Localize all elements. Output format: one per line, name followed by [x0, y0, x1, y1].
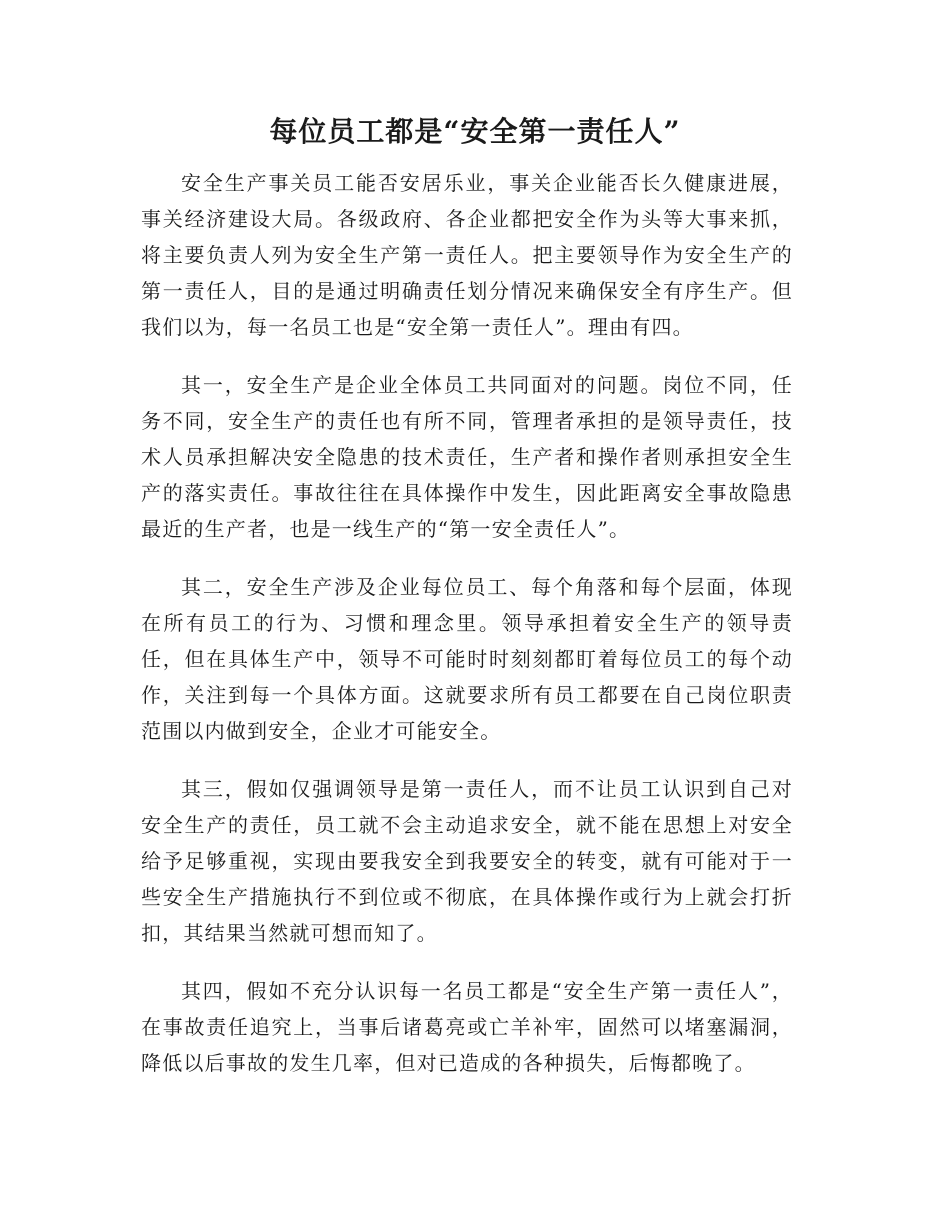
paragraph-intro: 安全生产事关员工能否安居乐业，事关企业能否长久健康进展，事关经济建设大局。各级政府、各企业都把安全作为头等大事来抓，将主要负责人列为安全生产第一责任人。把主要领导作为安全生产的第一责任人，目的是通过明确责任划分情况来确保安全有序生产。但我们以为，每一名员工也是“安全第一责任人”。理由有四。: [141, 171, 793, 339]
paragraph-reason-one: 其一，安全生产是企业全体员工共同面对的问题。岗位不同，任务不同，安全生产的责任也有所不同，管理者承担的是领导责任，技术人员承担解决安全隐患的技术责任，生产者和操作者则承担安全生产的落实责任。事故往往在具体操作中发生，因此距离安全事故隐患最近的生产者，也是一线生产的“第一安全责任人”。: [141, 373, 793, 541]
document-body: [141, 165, 793, 1103]
paragraph-reason-three: 其三，假如仅强调领导是第一责任人，而不让员工认识到自己对安全生产的责任，员工就不会主动追求安全，就不能在思想上对安全给予足够重视，实现由要我安全到我要安全的转变，就有可能对于一些安全生产措施执行不到位或不彻底，在具体操作或行为上就会打折扣，其结果当然就可想而知了。: [141, 777, 793, 945]
paragraph-reason-two: 其二，安全生产涉及企业每位员工、每个角落和每个层面，体现在所有员工的行为、习惯和理念里。领导承担着安全生产的领导责任，但在具体生产中，领导不可能时时刻刻都盯着每位员工的每个动作，关注到每一个具体方面。这就要求所有员工都要在自己岗位职责范围以内做到安全，企业才可能安全。: [141, 575, 793, 743]
document-title: 每位员工都是“安全第一责任人”: [269, 115, 681, 148]
paragraph-reason-four: 其四，假如不充分认识每一名员工都是“安全生产第一责任人”，在事故责任追究上，当事后诸葛亮或亡羊补牢，固然可以堵塞漏洞，降低以后事故的发生几率，但对已造成的各种损失，后悔都晚了。: [141, 979, 793, 1075]
